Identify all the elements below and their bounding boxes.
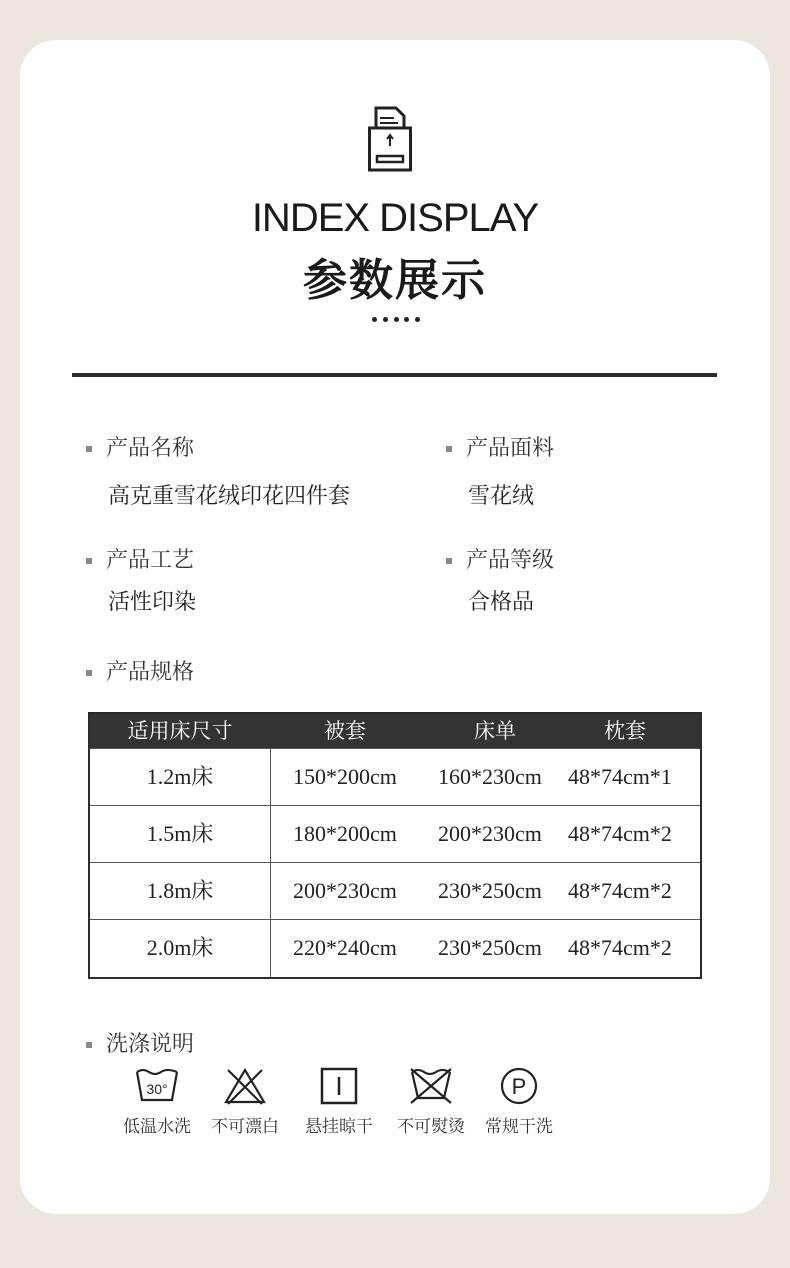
care-item-hang-dry <box>294 1066 384 1138</box>
header-bed-size: 适用床尺寸 <box>127 719 233 743</box>
dry-clean-p-icon <box>496 1066 542 1106</box>
table-row <box>90 919 700 976</box>
header-bed-sheet: 床单 <box>474 719 516 743</box>
product-name-value: 高克重雪花绒印花四件套 <box>108 484 351 509</box>
table-header <box>90 714 700 748</box>
product-fabric-label: 产品面料 <box>446 434 554 464</box>
cell-bed-sheet: 200*230cm <box>438 821 542 846</box>
care-label-dry-clean: 常规干洗 <box>485 1117 553 1137</box>
svg-text:P: P <box>511 1074 527 1099</box>
cell-bed-sheet: 160*230cm <box>438 764 542 789</box>
decorative-dots <box>372 317 420 323</box>
cell-pillowcase: 48*74cm*1 <box>568 764 672 789</box>
care-item-no-iron <box>386 1066 476 1138</box>
cell-bed-size: 1.2m床 <box>146 764 214 789</box>
cell-pillowcase: 48*74cm*2 <box>568 878 672 903</box>
cell-bed-size: 1.8m床 <box>146 878 214 903</box>
hang-dry-icon <box>316 1066 362 1106</box>
column-divider <box>270 748 271 977</box>
no-iron-icon <box>408 1066 454 1106</box>
cell-bed-size: 2.0m床 <box>146 935 214 960</box>
product-process-label: 产品工艺 <box>86 546 194 576</box>
product-fabric-value: 雪花绒 <box>468 484 535 509</box>
divider-rule <box>72 373 717 377</box>
care-label-no-iron: 不可熨烫 <box>397 1117 465 1137</box>
svg-text:30°: 30° <box>146 1081 168 1097</box>
document-index-icon <box>368 104 414 172</box>
cell-duvet-cover: 150*200cm <box>293 764 397 789</box>
spec-table <box>88 712 702 979</box>
care-label-no-bleach: 不可漂白 <box>211 1117 279 1137</box>
cell-duvet-cover: 220*240cm <box>293 935 397 960</box>
cell-pillowcase: 48*74cm*2 <box>568 821 672 846</box>
care-label-wash: 低温水洗 <box>123 1117 191 1137</box>
table-row <box>90 862 700 919</box>
cell-duvet-cover: 180*200cm <box>293 821 397 846</box>
care-item-wash <box>112 1066 202 1138</box>
table-row <box>90 805 700 862</box>
title-english: INDEX DISPLAY <box>251 196 539 240</box>
header-duvet-cover: 被套 <box>324 719 366 743</box>
cell-bed-sheet: 230*250cm <box>438 935 542 960</box>
product-name-label: 产品名称 <box>86 434 194 464</box>
product-grade-value: 合格品 <box>468 590 535 615</box>
cell-duvet-cover: 200*230cm <box>293 878 397 903</box>
wash-30-icon <box>134 1066 180 1106</box>
care-item-no-bleach <box>200 1066 290 1138</box>
table-row <box>90 748 700 805</box>
care-label-hang-dry: 悬挂晾干 <box>305 1117 373 1137</box>
title-chinese: 参数展示 <box>303 255 487 306</box>
care-instructions-label: 洗涤说明 <box>86 1030 194 1060</box>
product-spec-label: 产品规格 <box>86 658 194 688</box>
cell-bed-size: 1.5m床 <box>146 821 214 846</box>
cell-bed-sheet: 230*250cm <box>438 878 542 903</box>
product-process-value: 活性印染 <box>108 590 197 615</box>
no-bleach-icon <box>222 1066 268 1106</box>
care-item-dry-clean <box>474 1066 564 1138</box>
care-icons-row <box>112 1066 572 1138</box>
cell-pillowcase: 48*74cm*2 <box>568 935 672 960</box>
product-grade-label: 产品等级 <box>446 546 554 576</box>
header-pillowcase: 枕套 <box>604 719 646 743</box>
